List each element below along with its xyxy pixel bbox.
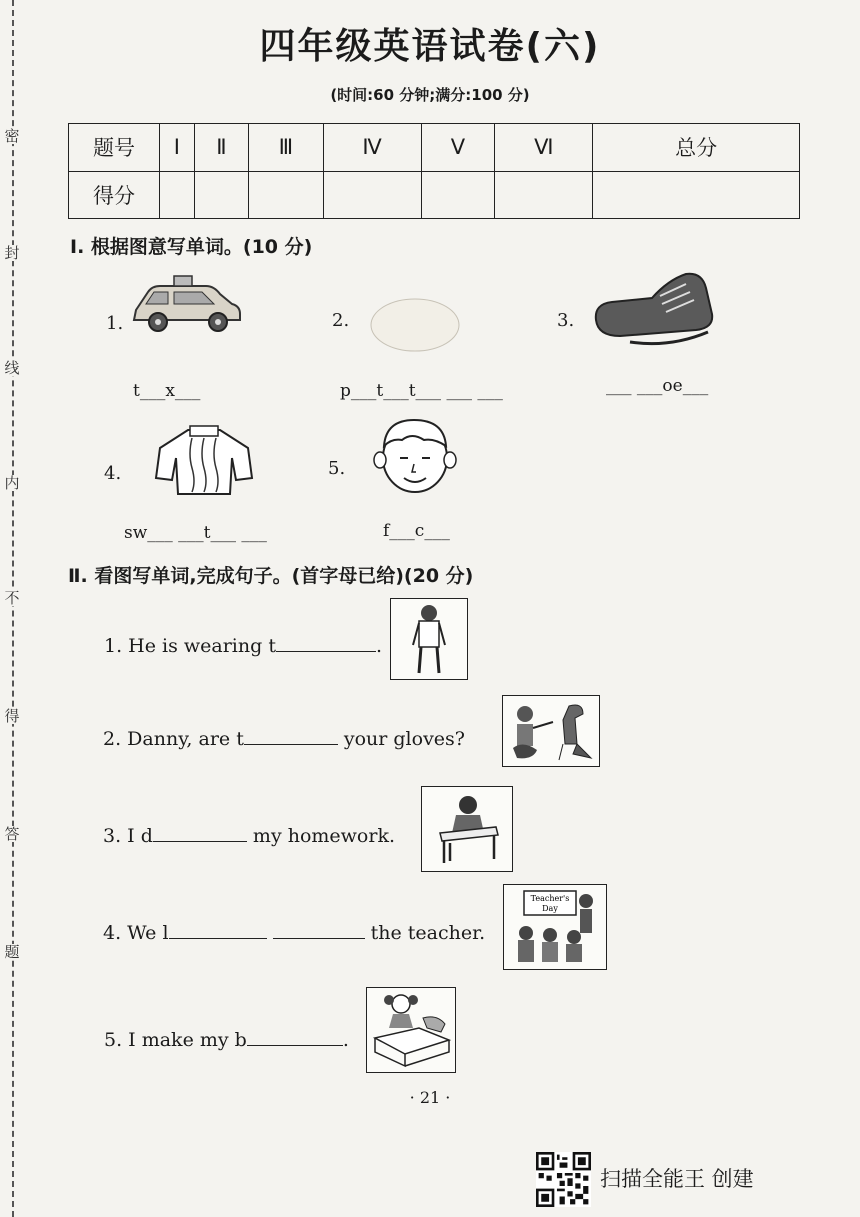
word-blank-pattern: t___x___	[133, 381, 201, 401]
binding-char: 答	[2, 826, 22, 842]
binding-char: 题	[2, 944, 22, 960]
answer-blank[interactable]	[268, 635, 376, 657]
sentence-text: 2. Danny, are	[103, 728, 237, 750]
sentence-text: .	[375, 635, 383, 657]
sentence-text: 3. I	[103, 825, 141, 847]
board-text-line2: Day	[542, 904, 558, 913]
word-blank-pattern: p___t___t___ ___ ___	[340, 381, 503, 401]
dinosaur-gloves-picture	[502, 695, 600, 767]
scanner-watermark-label: 扫描全能王 创建	[600, 1167, 754, 1191]
score-table-cell: 总分	[593, 124, 800, 172]
first-letter: b	[234, 1029, 247, 1051]
sentence-text: your gloves?	[337, 728, 465, 750]
potato-icon	[360, 290, 470, 360]
score-table-cell: Ⅳ	[323, 124, 421, 172]
sentence-text: .	[342, 1029, 349, 1051]
score-input-cell[interactable]	[194, 171, 249, 219]
sentence-item	[103, 918, 485, 944]
taxi-icon	[128, 270, 244, 336]
boy-standing-icon	[391, 599, 467, 679]
item-number: 4.	[104, 463, 122, 484]
item-number: 1.	[106, 313, 124, 334]
exam-info: (时间:60 分钟;满分:100 分)	[330, 86, 530, 104]
binding-char: 内	[2, 475, 22, 491]
binding-char: 得	[2, 708, 22, 724]
teachers-day-icon	[504, 885, 606, 969]
score-input-cell[interactable]	[593, 171, 800, 219]
board-text-line1: Teacher's	[530, 894, 570, 903]
boy-standing-picture	[390, 598, 468, 680]
score-table-cell: Ⅵ	[495, 124, 593, 172]
page-title: 四年级英语试卷(六)	[259, 26, 601, 67]
score-input-cell[interactable]	[495, 171, 593, 219]
score-input-cell[interactable]	[160, 171, 195, 219]
answer-blank[interactable]	[162, 922, 266, 944]
teachers-day-picture	[503, 884, 607, 970]
score-input-cell[interactable]	[421, 171, 495, 219]
first-letter: l	[162, 922, 169, 944]
score-table-score-row	[69, 171, 800, 219]
girl-making-bed-picture	[366, 987, 456, 1073]
score-table-cell: Ⅰ	[160, 124, 195, 172]
word-blank-pattern: f___c___	[383, 521, 450, 541]
item-number: 2.	[332, 310, 350, 331]
dinosaur-gloves-icon	[503, 696, 599, 766]
score-table-cell: Ⅱ	[194, 124, 249, 172]
section-heading: Ⅰ. 根据图意写单词。(10 分)	[70, 236, 313, 258]
item-number: 3.	[557, 310, 575, 331]
sentence-text: the teacher.	[364, 922, 486, 944]
score-table-header-row	[69, 124, 800, 172]
score-table-cell: Ⅲ	[249, 124, 323, 172]
girl-making-bed-icon	[367, 988, 455, 1072]
score-table-cell: Ⅴ	[421, 124, 495, 172]
shoe-icon	[590, 268, 718, 350]
answer-blank[interactable]	[235, 1029, 343, 1051]
first-letter: t	[268, 635, 276, 657]
binding-char: 不	[2, 590, 22, 606]
sentence-item	[104, 631, 382, 657]
sentence-item	[103, 821, 395, 847]
score-table-cell: 得分	[69, 171, 160, 219]
face-icon	[372, 412, 458, 496]
binding-char: 线	[2, 360, 22, 376]
sentence-text: 5. I make my	[104, 1029, 235, 1051]
sentence-text: 4. We	[103, 922, 163, 944]
item-number: 5.	[328, 458, 346, 479]
sentence-item	[103, 724, 465, 750]
qr-code-icon	[536, 1152, 591, 1207]
score-table	[68, 123, 800, 219]
answer-blank[interactable]	[236, 728, 338, 750]
sentence-item	[104, 1025, 349, 1051]
binding-char: 封	[2, 245, 22, 261]
binding-dashed-line	[12, 0, 14, 1217]
sweater-icon	[152, 424, 256, 498]
binding-char: 密	[2, 128, 22, 144]
score-table-cell: 题号	[69, 124, 160, 172]
answer-blank[interactable]	[273, 922, 365, 944]
sentence-text: 1. He is wearing	[104, 635, 269, 657]
section-heading: Ⅱ. 看图写单词,完成句子。(首字母已给)(20 分)	[68, 565, 474, 587]
word-blank-pattern: ___ ___oe___	[606, 376, 709, 396]
score-input-cell[interactable]	[249, 171, 323, 219]
first-letter: t	[236, 728, 244, 750]
student-desk-icon	[422, 787, 512, 871]
student-desk-picture	[421, 786, 513, 872]
sentence-text: my homework.	[246, 825, 395, 847]
score-input-cell[interactable]	[323, 171, 421, 219]
first-letter: d	[140, 825, 153, 847]
answer-blank[interactable]	[141, 825, 247, 847]
word-blank-pattern: sw___ ___t___ ___	[124, 523, 267, 543]
page-number: · 21 ·	[409, 1088, 451, 1107]
